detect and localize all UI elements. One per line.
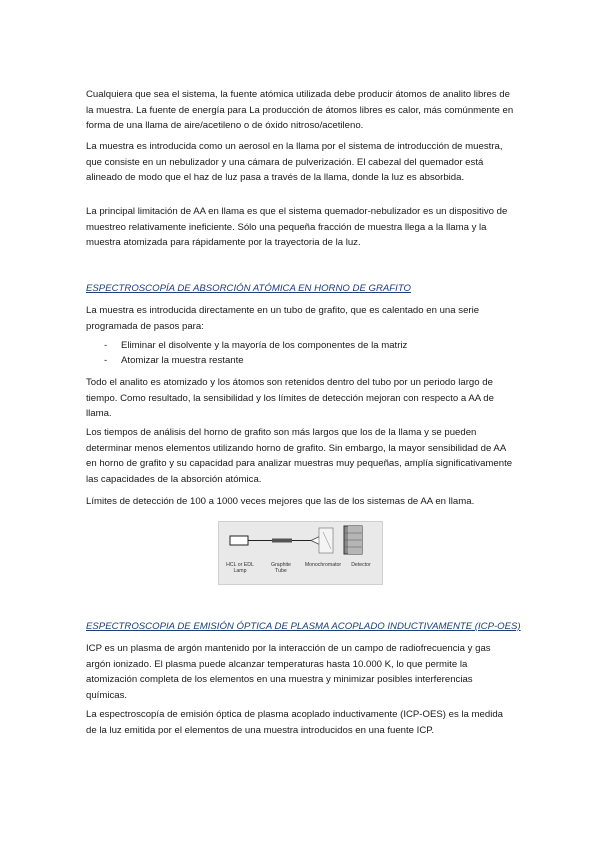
list-item-text: Atomizar la muestra restante <box>121 355 244 366</box>
graphite-furnace-diagram <box>218 521 383 585</box>
diagram-drawing <box>219 522 382 584</box>
label-lamp: HCL or EDL Lamp <box>226 562 254 574</box>
paragraph-analyte-retention: Todo el analito es atomizado y los átomos son retenidos dentro del tubo por un periodo largo de tiempo. Como resultado, la sensibilidad y los límites de detección mejoran con respecto a AA de llama. <box>86 377 494 420</box>
paragraph-detection-limits: Límites de detección de 100 a 1000 veces mejores que las de los sistemas de AA en llama. <box>86 496 475 507</box>
label-detector: Detector <box>351 562 371 568</box>
list-item <box>86 338 506 353</box>
paragraph-analysis-times: Los tiempos de análisis del horno de grafito son más largos que los de la llama y se pueden determinar menos elementos utilizando horno de grafito. Sin embargo, la mayor sensibilidad de AA en horno de grafito y su capacidad para analizar muestras muy pequeñas, amplía significativamente las capacidades de la absorción atómica. <box>86 427 513 485</box>
paragraph-icp-plasma: ICP es un plasma de argón mantenido por la interacción de un campo de radiofrecuencia y gas argón ionizado. El plasma puede alcanzar temperaturas hasta 10.000 K, lo que permite la atomización completa de los elementos en una muestra y minimizar posibles interferencias químicas. <box>86 643 491 701</box>
list-item-text: Eliminar el disolvente y la mayoría de los componentes de la matriz <box>121 340 408 351</box>
paragraph-icp-oes-definition: La espectroscopía de emisión óptica de plasma acoplado inductivamente (ICP-OES) es la medida de la luz emitida por el elementos de una muestra introducidos en una fuente ICP. <box>86 709 504 736</box>
paragraph-sample-introduction: La muestra es introducida como un aerosol en la llama por el sistema de introducción de muestra, que consiste en un nebulizador y una cámara de pulverización. El cabezal del quemador está alineado de modo que el haz de luz pasa a través de la llama, donde la luz es absorbida. <box>86 141 503 184</box>
label-graphite-tube: Graphite Tube <box>271 562 291 574</box>
heading-graphite-furnace: ESPECTROSCOPÍA DE ABSORCIÓN ATÓMICA EN HORNO DE GRAFITO <box>86 283 411 294</box>
bullet-dash: - <box>104 355 108 366</box>
paragraph-graphite-intro: La muestra es introducida directamente en un tubo de grafito, que es calentado en una serie programada de pasos para: <box>86 305 480 332</box>
steps-list <box>86 338 506 368</box>
lamp-shape <box>230 536 248 545</box>
list-item <box>86 353 506 368</box>
graphite-tube-shape <box>272 539 292 543</box>
label-monochromator: Monochromator <box>304 562 342 568</box>
monochromator-shape <box>319 528 333 553</box>
paragraph-flame-atomic-source: Cualquiera que sea el sistema, la fuente atómica utilizada debe producir átomos de analito libres de la muestra. La fuente de energía para La producción de átomos libres es calor, más comúnmente en forma de una llama de aire/acetileno o de óxido nitroso/acetileno. <box>86 89 514 132</box>
bullet-dash: - <box>104 340 108 351</box>
paragraph-flame-limitation: La principal limitación de AA en llama es que el sistema quemador-nebulizador es un dispositivo de muestreo relativamente ineficiente. Sólo una pequeña fracción de muestra llega a la llama y la muestra atomizada para rápidamente por la trayectoria de la luz. <box>86 206 508 249</box>
heading-icp-oes: ESPECTROSCOPIA DE EMISIÓN ÓPTICA DE PLASMA ACOPLADO INDUCTIVAMENTE (ICP-OES) <box>86 621 521 632</box>
